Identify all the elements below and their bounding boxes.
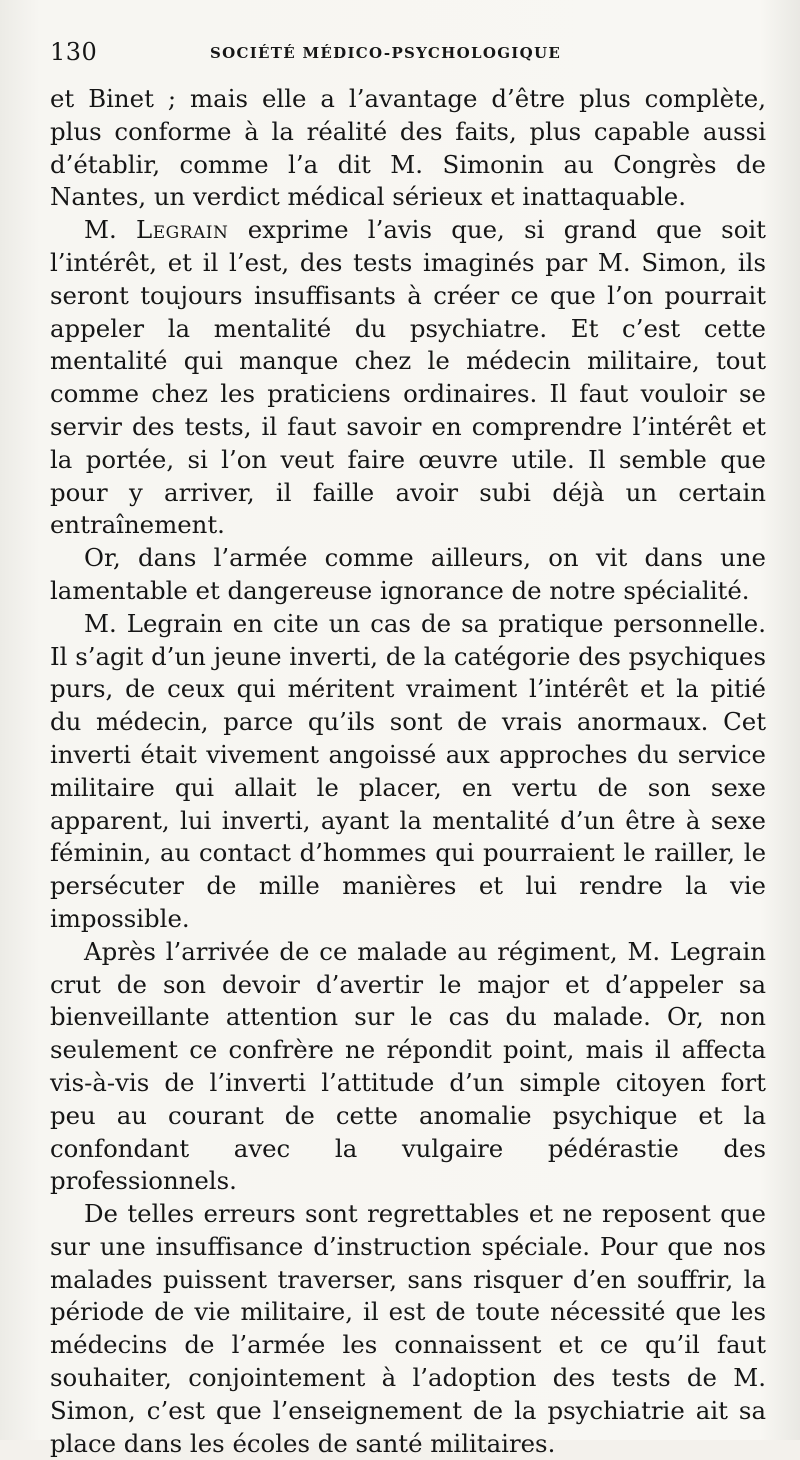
running-title: SOCIÉTÉ MÉDICO-PSYCHOLOGIQUE [210, 44, 562, 62]
paragraph-legrain-opinion-text: exprime l’avis que, si grand que soit l’intérêt, et il l’est, des tests imaginés par M. Simon, ils seront toujours insuffisants à créer ce que l’on pourrait appeler la mentalité du psychiatre. Et c’est cette mentalité qui manque chez le médecin militaire, tout comme chez les praticiens ordinaires. Il faut vouloir se servir des tests, il faut savoir en comprendre l’intérêt et la portée, si l’on veut faire œuvre utile. Il semble que pour y arriver, il faille avoir subi déjà un certain entraînement. [50, 215, 766, 540]
paragraph-case-report: M. Legrain en cite un cas de sa pratique personnelle. Il s’agit d’un jeune inverti, de la catégorie des psychiques purs, de ceux qui méritent vraiment l’intérêt et la pitié du médecin, parce qu’ils sont de vrais anormaux. Cet inverti était vivement angoissé aux approches du service militaire qui allait le placer, en vertu de son sexe apparent, lui inverti, ayant la mentalité d’un être à sexe féminin, au contact d’hommes qui pourraient le railler, le persécuter de mille manières et lui rendre la vie impossible. [50, 608, 766, 933]
body-text [50, 83, 766, 1460]
paragraph-legrain-opinion [50, 214, 766, 542]
page-number: 130 [50, 38, 98, 66]
paragraph-conclusion: De telles erreurs sont regrettables et ne reposent que sur une insuffisance d’instruction spéciale. Pour que nos malades puissent traverser, sans risquer d’en souffrir, la période de vie militaire, il est de toute nécessité que les médecins de l’armée les connaissent et ce qu’il faut souhaiter, conjointement à l’adoption des tests de M. Simon, c’est que l’enseignement de la psychiatrie ait sa place dans les écoles de santé militaires. [50, 1199, 766, 1458]
paragraph-regiment: Après l’arrivée de ce malade au régiment, M. Legrain crut de son devoir d’avertir le major et d’appeler sa bienveillante attention sur le cas du malade. Or, non seulement ce confrère ne répondit point, mais il affecta vis-à-vis de l’inverti l’attitude d’un simple citoyen fort peu au courant de cette anomalie psychique et la confondant avec la vulgaire pédérastie des professionnels. [50, 936, 766, 1196]
speaker-name: Legrain [136, 215, 229, 245]
paragraph-army-ignorance: Or, dans l’armée comme ailleurs, on vit dans une lamentable et dangereuse ignorance de notre spécialité. [50, 543, 766, 605]
paragraph-continuation: et Binet ; mais elle a l’avantage d’être plus complète, plus conforme à la réalité des faits, plus capable aussi d’établir, comme l’a dit M. Simonin au Congrès de Nantes, un verdict médical sérieux et inattaquable. [50, 84, 766, 212]
page-header [50, 38, 766, 68]
honorific: M. [84, 215, 117, 245]
